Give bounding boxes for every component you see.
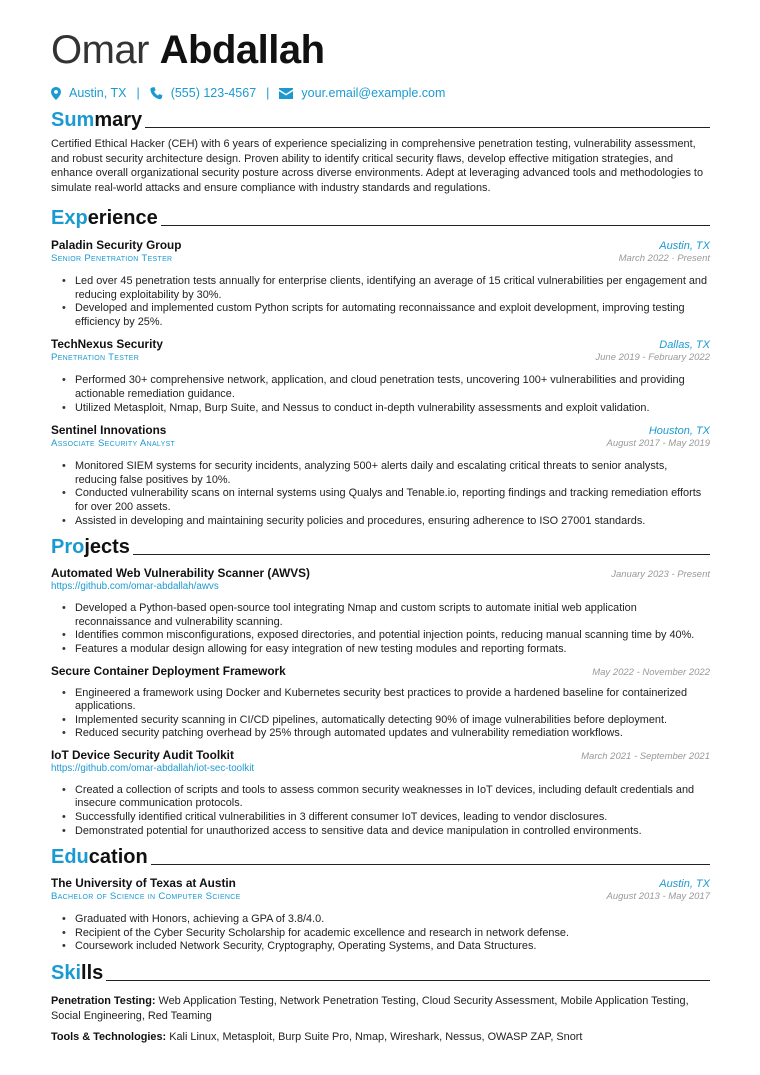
job-title: Senior Penetration Tester: [51, 253, 173, 264]
phone-text: (555) 123-4567: [170, 86, 257, 100]
experience-entry: [51, 423, 710, 528]
projects-heading-rest: jects: [84, 536, 130, 559]
skills-heading-rest: lls: [81, 962, 104, 985]
project-name: Secure Container Deployment Framework: [51, 663, 286, 678]
project-entry: [51, 748, 710, 838]
skills-heading-accent: Ski: [51, 962, 82, 985]
school-dates: August 2013 - May 2017: [606, 891, 710, 903]
experience-heading-rest: erience: [87, 207, 158, 229]
contact-separator: |: [266, 86, 270, 100]
summary-text: Certified Ethical Hacker (CEH) with 6 years of experience specializing in comprehensive penetration testing, vulnerability assessment, and robust security architecture design. Proven ability to identify critical security flaws, develop effective mitigation strategies, and enhance overall organizational security posture across diverse environments. Adept at leveraging advanced tools and methodologies to simulate real-world attacks and ensure compliance with industry standards and regulations.: [51, 138, 704, 194]
skill-values: Kali Linux, Metasploit, Burp Suite Pro, Nmap, Wireshark, Nessus, OWASP ZAP, Snort: [169, 1031, 583, 1044]
project-bullet-list: [62, 687, 710, 741]
location-text: Austin, TX: [69, 86, 127, 100]
candidate-name: [51, 26, 710, 76]
skill-row: [51, 1030, 710, 1045]
degree: Bachelor of Science in Computer Science: [51, 891, 241, 903]
projects-heading: [51, 536, 710, 558]
company-name: TechNexus Security: [51, 337, 163, 352]
experience-heading-accent: Exp: [51, 207, 88, 229]
education-heading-rest: cation: [88, 846, 148, 869]
job-dates: June 2019 - February 2022: [595, 352, 710, 364]
list-item: • Reduced security patching overhead by 25% through automated updates and vulnerability remediation workflows.: [62, 727, 710, 741]
experience-entry: [51, 238, 710, 329]
list-item: • Identifies common misconfigurations, exposed directories, and potential injection points, reducing manual scanning time by 40%.: [62, 629, 710, 643]
job-title: Penetration Tester: [51, 352, 140, 364]
list-item: • Performed 30+ comprehensive network, application, and cloud penetration tests, uncovering 100+ vulnerabilities and providing actionable remediation guidance.: [62, 374, 710, 401]
job-dates: March 2022 · Present: [618, 253, 710, 264]
skill-values: Web Application Testing, Network Penetration Testing, Cloud Security Assessment, Mobile Application Testing, Social Engineering, Red Teaming: [51, 995, 689, 1022]
first-name: Omar: [51, 28, 149, 72]
list-item: • Coursework included Network Security, Cryptography, Operating Systems, and Data Structures.: [62, 940, 710, 954]
project-bullet-list: [62, 784, 710, 838]
school-name: The University of Texas at Austin: [51, 876, 236, 891]
education-heading: [51, 846, 710, 868]
section-rule: [106, 980, 710, 981]
list-item: • Created a collection of scripts and tools to assess common security weaknesses in IoT devices, including default credentials and insecure communication protocols.: [62, 784, 710, 811]
list-item: • Successfully identified critical vulnerabilities in 3 different consumer IoT devices, leading to vendor disclosures.: [62, 811, 710, 825]
map-pin-icon: [51, 87, 61, 100]
company-name: Paladin Security Group: [51, 238, 182, 252]
education-heading-accent: Edu: [51, 846, 89, 869]
list-item: • Monitored SIEM systems for security incidents, analyzing 500+ alerts daily and escalating critical threats to senior analysts, reducing false positives by 10%.: [62, 460, 710, 487]
project-link[interactable]: https://github.com/omar-abdallah/awvs: [51, 581, 219, 593]
achievement-list: [62, 275, 710, 329]
list-item: • Assisted in developing and maintaining security policies and procedures, ensuring adherence to ISO 27001 standards.: [62, 515, 710, 529]
project-name: IoT Device Security Audit Toolkit: [51, 747, 234, 762]
achievement-list: [62, 374, 710, 415]
list-item: • Recipient of the Cyber Security Scholarship for academic excellence and research in network defense.: [62, 927, 710, 941]
section-rule: [151, 864, 710, 865]
summary-heading-accent: Sum: [51, 109, 95, 131]
school-location: Austin, TX: [659, 878, 710, 891]
list-item: • Developed a Python-based open-source tool integrating Nmap and custom scripts to automate initial web application reconnaissance and vulnerability scanning.: [62, 602, 710, 629]
experience-entry: [51, 337, 710, 415]
project-entry: [51, 664, 710, 741]
list-item: • Conducted vulnerability scans on internal systems using Qualys and Tenable.io, reporting findings and tracking remediation efforts for over 200 assets.: [62, 487, 710, 514]
company-name: Sentinel Innovations: [51, 423, 167, 438]
summary-heading-rest: mary: [94, 109, 143, 131]
skill-category: Tools & Technologies:: [51, 1031, 167, 1044]
contact-email[interactable]: [279, 86, 445, 100]
list-item: • Graduated with Honors, achieving a GPA of 3.8/4.0.: [62, 913, 710, 927]
list-item: • Engineered a framework using Docker and Kubernetes security best practices to provide a hardened baseline for containerized applications.: [62, 687, 710, 714]
skill-category: Penetration Testing:: [51, 995, 156, 1008]
job-location: Dallas, TX: [659, 339, 710, 352]
project-link[interactable]: https://github.com/omar-abdallah/iot-sec-toolkit: [51, 762, 255, 774]
last-name: Abdallah: [159, 28, 325, 72]
list-item: • Developed and implemented custom Python scripts for automating reconnaissance and exploit development, improving testing efficiency by 25%.: [62, 302, 710, 329]
resume-page: [51, 26, 710, 1045]
contact-bar: [51, 83, 710, 103]
summary-heading: [51, 109, 710, 131]
section-rule: [133, 554, 710, 555]
list-item: • Implemented security scanning in CI/CD pipelines, automatically detecting 90% of image vulnerabilities before deployment.: [62, 714, 710, 728]
list-item: • Utilized Metasploit, Nmap, Burp Suite, and Nessus to conduct in-depth vulnerability assessments and exploit validation.: [62, 402, 710, 416]
education-entry: [51, 876, 710, 954]
section-rule: [145, 127, 710, 128]
experience-heading: [51, 207, 710, 229]
project-dates: January 2023 - Present: [611, 569, 710, 581]
job-title: Associate Security Analyst: [51, 438, 176, 450]
education-bullet-list: [62, 913, 710, 954]
list-item: • Led over 45 penetration tests annually for enterprise clients, identifying an average of 15 critical vulnerabilities per engagement and reducing exploitability by 30%.: [62, 275, 710, 302]
email-link: your.email@example.com: [301, 86, 446, 100]
project-bullet-list: [62, 602, 710, 656]
skill-row: [51, 994, 710, 1023]
contact-separator: |: [136, 86, 140, 100]
phone-icon: [150, 87, 163, 100]
project-dates: May 2022 - November 2022: [592, 666, 710, 678]
job-dates: August 2017 - May 2019: [606, 438, 710, 450]
list-item: • Features a modular design allowing for easy integration of new testing modules and reporting formats.: [62, 643, 710, 657]
project-entry: [51, 566, 710, 656]
achievement-list: [62, 460, 710, 528]
list-item: • Demonstrated potential for unauthorized access to sensitive data and device manipulation in controlled environments.: [62, 825, 710, 839]
envelope-icon: [279, 88, 293, 99]
contact-phone[interactable]: [150, 86, 256, 100]
project-dates: March 2021 - September 2021: [581, 750, 710, 762]
project-name: Automated Web Vulnerability Scanner (AWVS): [51, 566, 310, 581]
job-location: Austin, TX: [659, 240, 710, 252]
section-rule: [161, 225, 710, 226]
skills-heading: [51, 962, 710, 984]
contact-location: [51, 86, 126, 100]
job-location: Houston, TX: [648, 425, 710, 438]
projects-heading-accent: Pro: [51, 536, 85, 559]
